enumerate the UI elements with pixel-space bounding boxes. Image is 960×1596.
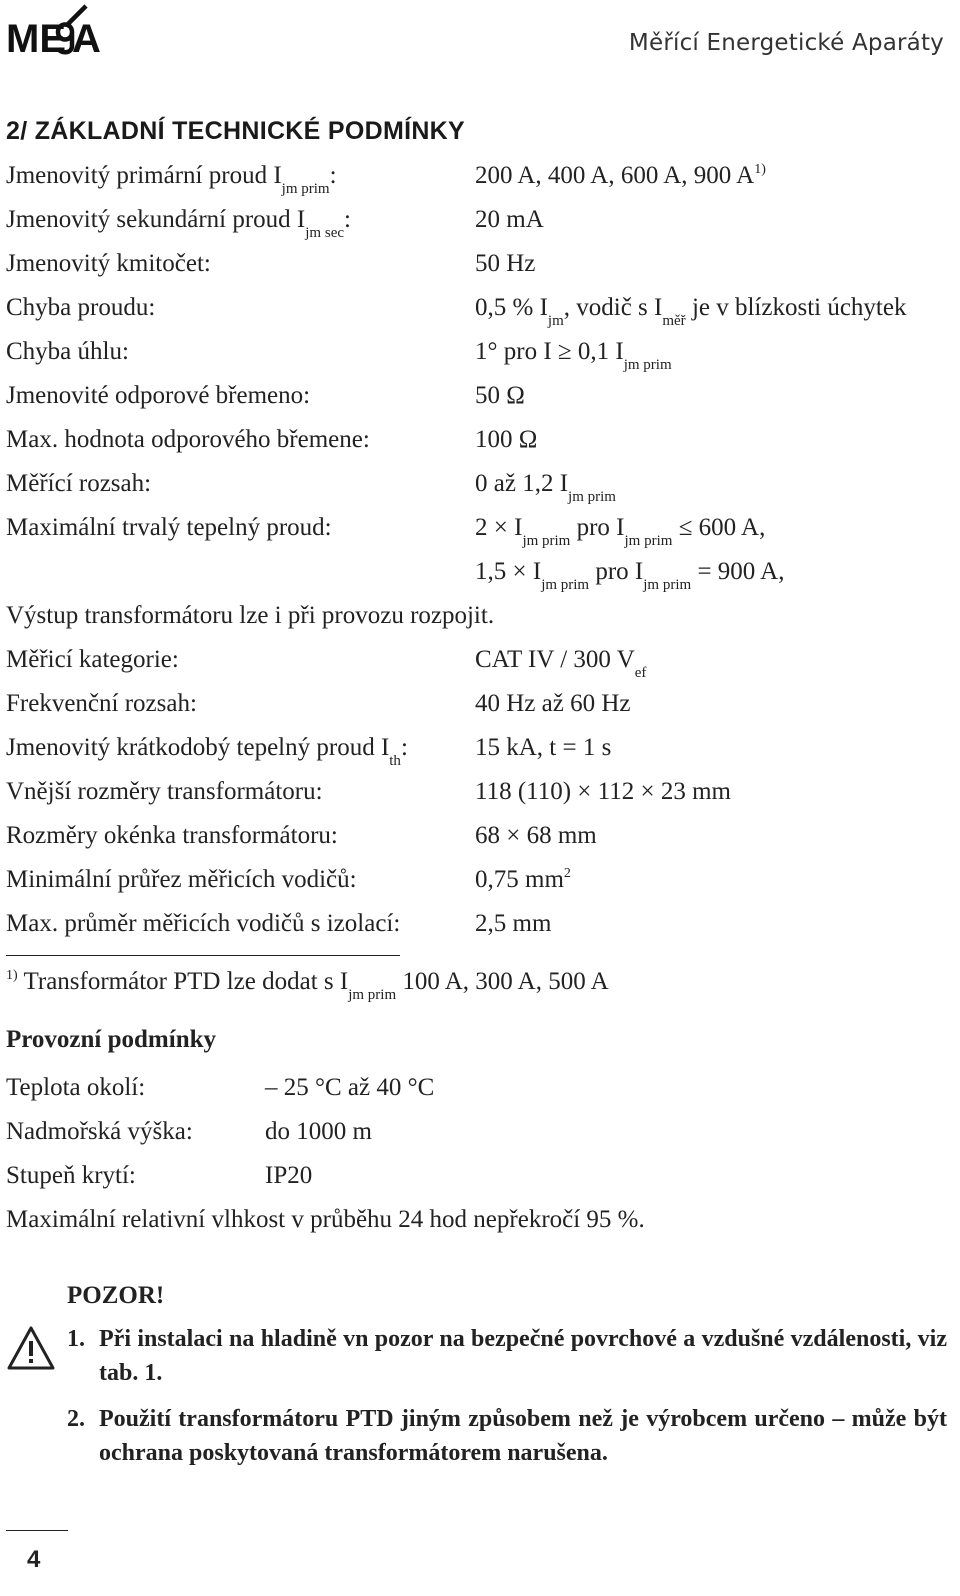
warning-item-text: Použití transformátoru PTD jiným způsobem než je výrobcem určeno – může být ochrana poskytovaná transformátorem narušena. bbox=[99, 1406, 947, 1466]
warning-list bbox=[67, 1322, 947, 1482]
spec-row-secondary-current bbox=[0, 198, 960, 242]
spec-row-short-time bbox=[0, 726, 960, 770]
spec-row-max-burden bbox=[0, 418, 960, 462]
warning-item bbox=[67, 1322, 947, 1390]
spec-value: 0,5 % $I_{jm}$, vodič s $I_{měř}$ je v blízkosti úchytek bbox=[475, 294, 907, 329]
spec-value: 200 A, 400 A, 600 A, 900 $A^{1)}$ bbox=[475, 162, 766, 189]
spec-row-thermal bbox=[0, 506, 960, 550]
logo-text-a: A bbox=[72, 17, 101, 58]
warning-item-number: 1. bbox=[67, 1326, 85, 1352]
condition-value: do 1000 m bbox=[265, 1118, 372, 1145]
conditions-title: Provozní podmínky bbox=[6, 1026, 216, 1053]
spec-value: 20 mA bbox=[475, 206, 544, 233]
spec-row-range bbox=[0, 462, 960, 506]
footnote-divider bbox=[6, 955, 400, 956]
warning-item-text: Při instalaci na hladině vn pozor na bezpečné povrchové a vzdušné vzdálenosti, viz tab. 1. bbox=[99, 1326, 947, 1386]
spec-row-category bbox=[0, 638, 960, 682]
spec-value: 15 kA, t = 1 s bbox=[475, 734, 612, 761]
spec-label: Jmenovitý kmitočet: bbox=[6, 250, 211, 277]
condition-value: IP20 bbox=[265, 1162, 313, 1189]
spec-row-current-error bbox=[0, 286, 960, 330]
spec-label: Měřicí kategorie: bbox=[6, 646, 179, 673]
spec-row-min-cross bbox=[0, 858, 960, 902]
spec-label: Chyba proudu: bbox=[6, 294, 156, 321]
spec-label: Jmenovitý primární proud $I_{jm prim}$: bbox=[6, 162, 337, 197]
spec-value: 68 × 68 mm bbox=[475, 822, 597, 849]
spec-row-max-diam bbox=[0, 902, 960, 946]
warning-item bbox=[67, 1402, 947, 1470]
spec-list bbox=[0, 154, 960, 946]
spec-label: Minimální průřez měřicích vodičů: bbox=[6, 866, 357, 893]
spec-value: 118 (110) × 112 × 23 mm bbox=[475, 778, 731, 805]
spec-value: 0 až 1,2 $I_{jm prim}$ bbox=[475, 470, 616, 505]
condition-row-protection bbox=[0, 1154, 960, 1198]
spec-row-outer-dims bbox=[0, 770, 960, 814]
spec-value: CAT IV / 300 $V_{ef}$ bbox=[475, 646, 647, 681]
spec-label: Max. hodnota odporového břemene: bbox=[6, 426, 370, 453]
mega-logo bbox=[6, 2, 102, 58]
spec-label: Rozměry okénka transformátoru: bbox=[6, 822, 338, 849]
warning-title: POZOR! bbox=[67, 1282, 165, 1309]
condition-label: Stupeň krytí: bbox=[6, 1162, 136, 1189]
spec-value: 50 Ω bbox=[475, 382, 525, 409]
condition-label: Nadmořská výška: bbox=[6, 1118, 193, 1145]
spec-label: Měřící rozsah: bbox=[6, 470, 152, 497]
spec-value: 50 Hz bbox=[475, 250, 536, 277]
spec-row-frequency bbox=[0, 242, 960, 286]
header-title: Měřící Energetické Aparáty bbox=[628, 30, 944, 56]
humidity-note: Maximální relativní vlhkost v průběhu 24 hod nepřekročí 95 %. bbox=[6, 1206, 645, 1233]
spec-row-window-dims bbox=[0, 814, 960, 858]
page-number-rule bbox=[6, 1530, 68, 1531]
spec-label: Jmenovitý sekundární proud $I_{jm sec}$: bbox=[6, 206, 351, 241]
spec-value: 1° pro I ≥ 0,1 $I_{jm prim}$ bbox=[475, 338, 672, 373]
spec-row-output-note bbox=[0, 594, 960, 638]
spec-label: Frekvenční rozsah: bbox=[6, 690, 197, 717]
condition-value: – 25 °C až 40 °C bbox=[265, 1074, 435, 1101]
spec-label: Max. průměr měřicích vodičů s izolací: bbox=[6, 910, 401, 937]
spec-row-freq-range bbox=[0, 682, 960, 726]
spec-row-primary-current bbox=[0, 154, 960, 198]
spec-row-rated-burden bbox=[0, 374, 960, 418]
spec-label: Chyba úhlu: bbox=[6, 338, 129, 365]
warning-triangle-icon bbox=[6, 1325, 56, 1371]
spec-row-angle-error bbox=[0, 330, 960, 374]
warning-item-number: 2. bbox=[67, 1406, 85, 1432]
spec-value: 2,5 mm bbox=[475, 910, 552, 937]
spec-label: Vnější rozměry transformátoru: bbox=[6, 778, 323, 805]
spec-value: $1,5 \times I_{jm prim}$ pro $I_{jm prim} = 900$ A, bbox=[475, 558, 785, 593]
condition-row-humidity bbox=[0, 1198, 960, 1242]
condition-row-altitude bbox=[0, 1110, 960, 1154]
conditions-list bbox=[0, 1066, 960, 1242]
page-number: 4 bbox=[27, 1546, 41, 1573]
spec-label: Jmenovité odporové břemeno: bbox=[6, 382, 311, 409]
spec-value: 40 Hz až 60 Hz bbox=[475, 690, 631, 717]
spec-value: 100 Ω bbox=[475, 426, 538, 453]
condition-label: Teplota okolí: bbox=[6, 1074, 146, 1101]
logo-text-me: ME bbox=[6, 17, 66, 58]
spec-row-thermal-2 bbox=[0, 550, 960, 594]
section-title: 2/ ZÁKLADNÍ TECHNICKÉ PODMÍNKY bbox=[6, 117, 466, 145]
output-note: Výstup transformátoru lze i při provozu rozpojit. bbox=[6, 602, 495, 629]
condition-row-temperature bbox=[0, 1066, 960, 1110]
footnote: $^{1)}$ Transformátor PTD lze dodat s $I_{jm prim}$ 100 A, 300 A, 500 A bbox=[6, 968, 609, 1003]
spec-label: Maximální trvalý tepelný proud: bbox=[6, 514, 332, 541]
spec-value: 0,75 $mm^2$ bbox=[475, 866, 571, 893]
spec-label: Jmenovitý krátkodobý tepelný proud $I_{th}$: bbox=[6, 734, 408, 769]
spec-value: $2 \times I_{jm prim}$ pro $I_{jm prim} \le 600$ A, bbox=[475, 514, 766, 549]
